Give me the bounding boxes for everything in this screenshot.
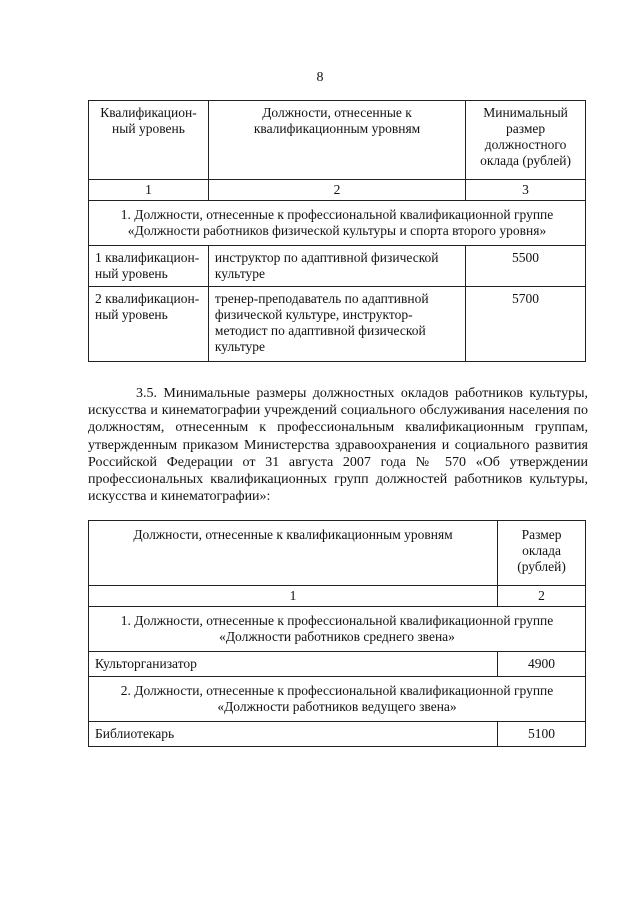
col-number: 2 <box>208 180 465 201</box>
table-row <box>89 246 586 287</box>
header-level: Квалификацион-ный уровень <box>89 101 209 180</box>
table-header-row <box>89 101 586 180</box>
group-title-row <box>89 607 586 652</box>
group-title: 1. Должности, отнесенные к профессиональной квалификационной группе «Должности работников физической культуры и спорта второго уровня» <box>89 201 586 246</box>
group-title: 2. Должности, отнесенные к профессиональной квалификационной группе «Должности работников ведущего звена» <box>89 677 586 722</box>
salary-cell: 5100 <box>498 722 586 747</box>
level-cell: 2 квалификацион-ный уровень <box>89 287 209 362</box>
culture-salary-table <box>88 520 586 747</box>
col-number: 1 <box>89 586 498 607</box>
paragraph-text: 3.5. Минимальные размеры должностных окладов работников культуры, искусства и кинематографии учреждений социального обслуживания населения по должностям, отнесенным к профессиональным квалификационным группам, утвержденным приказом Министерства здравоохранения и социального развития Российской Федерации от 31 августа 2007 года № 570 «Об утверждении профессиональных квалификационных групп должностей работников культуры, искусства и кинематографии»: <box>88 386 588 505</box>
column-numbers-row <box>89 180 586 201</box>
col-number: 2 <box>498 586 586 607</box>
table-row <box>89 287 586 362</box>
page-number: 8 <box>316 70 324 85</box>
column-numbers-row <box>89 586 586 607</box>
col-number: 3 <box>466 180 586 201</box>
position-cell: инструктор по адаптивной физической культуре <box>208 246 465 287</box>
header-salary: Минимальный размер должностного оклада (рублей) <box>466 101 586 180</box>
table-row <box>89 722 586 747</box>
header-positions: Должности, отнесенные к квалификационным уровням <box>89 521 498 586</box>
header-positions: Должности, отнесенные к квалификационным уровням <box>208 101 465 180</box>
table-header-row <box>89 521 586 586</box>
header-salary: Размер оклада (рублей) <box>498 521 586 586</box>
table-row <box>89 652 586 677</box>
group-title-row <box>89 677 586 722</box>
position-cell: тренер-преподаватель по адаптивной физической культуре, инструктор-методист по адаптивной физической культуре <box>208 287 465 362</box>
salary-cell: 4900 <box>498 652 586 677</box>
section-paragraph <box>88 385 588 505</box>
col-number: 1 <box>89 180 209 201</box>
salary-cell: 5500 <box>466 246 586 287</box>
position-cell: Библиотекарь <box>89 722 498 747</box>
salary-cell: 5700 <box>466 287 586 362</box>
qualification-table <box>88 100 586 362</box>
group-title-row <box>89 201 586 246</box>
position-cell: Культорганизатор <box>89 652 498 677</box>
level-cell: 1 квалификацион-ный уровень <box>89 246 209 287</box>
group-title: 1. Должности, отнесенные к профессиональной квалификационной группе «Должности работников среднего звена» <box>89 607 586 652</box>
